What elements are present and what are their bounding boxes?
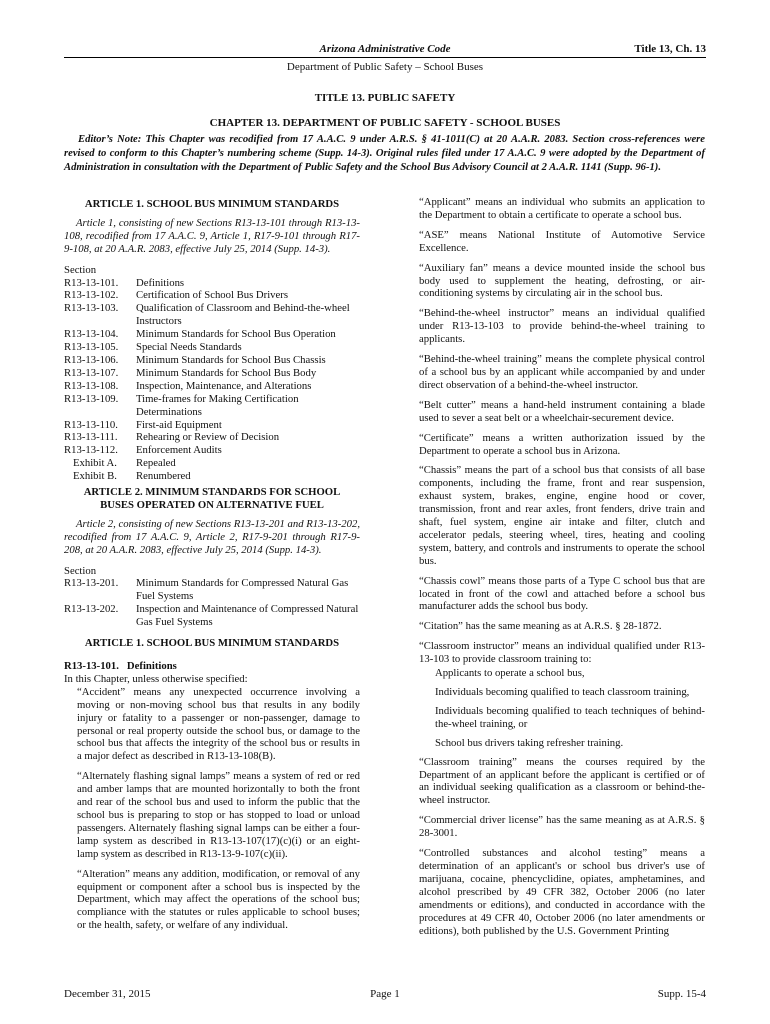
toc-num: Exhibit A.	[73, 457, 117, 470]
footer-page-number: Page 1	[370, 988, 400, 1000]
toc-num: R13-13-202.	[64, 603, 119, 616]
definition-chassis: “Chassis” means the part of a school bus that consists of all base components, including the frame, front and rear suspension, exhaust system, brakes, engine, engine hood or cover, transmission, front and rear axles, front fenders, drive train and shaft, fuel system, engine air intake and filter, clutch and accelerator pedals, steering wheel, tires, heating and cooling system, battery, and controls and instruments to operate the school bus.	[419, 464, 705, 567]
toc-title: Minimum Standards for Compressed Natural Gas Fuel Systems	[136, 577, 349, 603]
article-1-note: Article 1, consisting of new Sections R13-13-101 through R13-13-108, recodified from 17 A.A.C. 9, Article 1, R17-9-101 through R17-9-108, at 20 A.A.R. 2083, effective July 25, 2014 (Supp. 14-3).	[64, 216, 360, 255]
toc-row	[64, 367, 360, 380]
definition-classroom-training: “Classroom training” means the courses required by the Department of an applicant before the applicant is certified or of an individual seeking qualification as a classroom or behind-the-wheel instructor.	[419, 755, 705, 807]
toc-num: R13-13-106.	[64, 353, 119, 366]
footer-date: December 31, 2015	[64, 988, 151, 1000]
toc-num: R13-13-101.	[64, 276, 119, 289]
toc-title: Inspection and Maintenance of Compressed Natural Gas Fuel Systems	[136, 603, 359, 629]
toc-num: R13-13-201.	[64, 577, 119, 590]
toc-num: R13-13-104.	[64, 328, 119, 341]
title-heading: TITLE 13. PUBLIC SAFETY	[314, 92, 456, 104]
toc-num: R13-13-108.	[64, 379, 119, 392]
toc-row	[64, 603, 360, 629]
definition-controlled-substances-testing: “Controlled substances and alcohol testing” means a determination of an applicant's or school bus driver's use of marijuana, cocaine, phencyclidine, opiates, amphetamines, and alcohol prescribed by 49 CFR 382, October 2006 (no later amendments or editions), and conducted in accordance with the procedures at 49 CFR 40, October 2006 (no later amendments or editions), both published by the U.S. Government Printing	[419, 847, 705, 937]
definition-behind-the-wheel-instructor: “Behind-the-wheel instructor” means an individual qualified under R13-13-103 to provide behind-the-wheel training to applicants.	[419, 307, 705, 346]
toc-title: Time-frames for Making Certification Determinations	[136, 392, 299, 418]
toc-title: Minimum Standards for School Bus Operation	[136, 328, 336, 341]
header-rule	[64, 57, 706, 58]
definition-auxiliary-fan: “Auxiliary fan” means a device mounted inside the school bus body used to supplement the heating, defrosting, or air-conditioning systems by circulating air in the school bus.	[419, 261, 705, 300]
toc-row	[64, 341, 360, 354]
definition-classroom-instructor: “Classroom instructor” means an individual qualified under R13-13-103 to provide classroom training to:	[419, 640, 705, 666]
definition-citation: “Citation” has the same meaning as at A.R.S. § 28-1872.	[419, 620, 662, 633]
toc-row	[64, 419, 360, 432]
toc-row	[64, 380, 360, 393]
left-column	[64, 196, 360, 939]
toc-num: R13-13-103.	[64, 302, 119, 315]
toc-title: Minimum Standards for School Bus Body	[136, 366, 317, 379]
footer-supplement: Supp. 15-4	[657, 988, 706, 1000]
toc-title: Repealed	[136, 457, 176, 470]
definition-alteration: “Alteration” means any addition, modification, or removal of any equipment or component after a school bus is inspected by the Department, which may affect the operations of the school bus; compliance with the statutes or rules applicable to school buses; or the health, safety, or welfare of any individual.	[77, 867, 360, 932]
definition-commercial-driver-license: “Commercial driver license” has the same meaning as at A.R.S. § 28-3001.	[419, 814, 705, 840]
classroom-instructor-item: Applicants to operate a school bus,	[435, 667, 585, 680]
toc-title: Renumbered	[136, 470, 191, 483]
definition-certificate: “Certificate” means a written authorization issued by the Department to operate a school bus in Arizona.	[419, 431, 705, 457]
definition-applicant: “Applicant” means an individual who submits an application to the Department to obtain a certificate to operate a school bus.	[419, 196, 705, 221]
toc-row	[64, 470, 360, 483]
article-2-note: Article 2, consisting of new Sections R13-13-201 and R13-13-202, recodified from 17 A.A.C. 9, Article 2, R17-9-201 through R17-9-208, at 20 A.A.R. 2083, effective July 25, 2014 (Supp. 14-3).	[64, 517, 360, 556]
toc-title: Inspection, Maintenance, and Alterations	[136, 379, 312, 392]
toc-title: First-aid Equipment	[136, 418, 222, 431]
rule-heading: R13-13-101. Definitions	[64, 660, 177, 672]
section-label: Section	[64, 263, 97, 276]
toc-row	[64, 354, 360, 367]
section-label: Section	[64, 564, 97, 577]
classroom-instructor-item: Individuals becoming qualified to teach techniques of behind-the-wheel training, or	[435, 704, 705, 730]
toc-title: Enforcement Audits	[136, 444, 222, 457]
toc-title: Minimum Standards for School Bus Chassis	[136, 353, 326, 366]
toc-row	[64, 328, 360, 341]
toc-title: Certification of School Bus Drivers	[136, 289, 288, 302]
toc-row	[64, 431, 360, 444]
toc-num: R13-13-110.	[64, 418, 118, 431]
classroom-instructor-item: School bus drivers taking refresher training.	[435, 736, 624, 749]
article-1-heading: ARTICLE 1. SCHOOL BUS MINIMUM STANDARDS	[84, 198, 340, 210]
toc-row	[64, 577, 360, 603]
toc-num: R13-13-102.	[64, 289, 119, 302]
toc-title: Definitions	[136, 276, 185, 289]
header-department: Department of Public Safety – School Buses	[286, 61, 484, 73]
definition-chassis-cowl: “Chassis cowl” means those parts of a Type C school bus that are located in front of the cowl and attached before a school bus manufacturer adds the school bus body.	[419, 574, 705, 613]
classroom-instructor-item: Individuals becoming qualified to teach classroom training,	[435, 686, 690, 698]
editors-note: Editor’s Note: This Chapter was recodified from 17 A.A.C. 9 under A.R.S. § 41-1011(C) at 20 A.A.R. 2083. Section cross-references were revised to conform to this Chapter’s numbering scheme (Supp. 14-3). Original rules filed under 17 A.A.C. 9 were adopted by the Department of Administration in consultation with the Department of Public Safety and the School Bus Advisory Council at 2 A.A.R. 1141 (Supp. 96-1).	[64, 134, 705, 174]
toc-row	[64, 444, 360, 457]
rule-intro: In this Chapter, unless otherwise specified:	[64, 672, 248, 685]
article-2-heading-line-2: BUSES OPERATED ON ALTERNATIVE FUEL	[100, 498, 324, 511]
toc-num: R13-13-107.	[64, 366, 119, 379]
toc-row	[64, 289, 360, 302]
toc-row	[64, 302, 360, 328]
definition-alternately-flashing-signal-lamps: “Alternately flashing signal lamps” means a system of red or red and amber lamps that are mounted horizontally to both the front and rear of the school bus and used to inform the public that the school bus is preparing to stop or has stopped to load or unload passengers. Alternately flashing signal lamps can be either a four-lamp system as described in R13-13-107(17)(c)(i) or an eight-lamp system as described in R13-13-9-107(c)(ii).	[77, 770, 360, 860]
article-2-heading-line-1: ARTICLE 2. MINIMUM STANDARDS FOR SCHOOL	[83, 486, 341, 499]
toc-num: R13-13-112.	[64, 444, 118, 457]
toc-num: R13-13-111.	[64, 431, 118, 444]
definition-accident: “Accident” means any unexpected occurrence involving a moving or non-moving school bus that results in any bodily injury or fatality to a passenger or non-passenger, damage to personal or real property outside the school bus, or damage to the school bus that affects the integrity of the school bus or results in a major defect as described in R13-13-108(B).	[77, 685, 360, 763]
toc-num: R13-13-109.	[64, 392, 119, 405]
chapter-heading: CHAPTER 13. DEPARTMENT OF PUBLIC SAFETY - SCHOOL BUSES	[209, 117, 561, 129]
article-2-toc	[64, 577, 360, 629]
article-1-heading-repeat: ARTICLE 1. SCHOOL BUS MINIMUM STANDARDS	[84, 637, 340, 650]
definition-belt-cutter: “Belt cutter” means a hand-held instrument containing a blade used to sever a seat belt or a wheelchair-securement device.	[419, 398, 705, 424]
toc-title: Rehearing or Review of Decision	[136, 431, 280, 444]
article-1-toc	[64, 277, 360, 484]
definition-behind-the-wheel-training: “Behind-the-wheel training” means the complete physical control of a school bus by an applicant while accompanied by and under direct observation of a behind-the-wheel instructor.	[419, 353, 705, 391]
header-title-chapter: Title 13, Ch. 13	[634, 43, 706, 55]
toc-row	[64, 393, 360, 419]
toc-title: Qualification of Classroom and Behind-the-wheel Instructors	[136, 302, 350, 328]
toc-row	[64, 277, 360, 290]
header-code-title: Arizona Administrative Code	[319, 43, 451, 55]
toc-num: R13-13-105.	[64, 341, 119, 354]
right-column	[419, 196, 705, 944]
toc-row	[64, 457, 360, 470]
toc-num: Exhibit B.	[73, 470, 117, 483]
toc-title: Special Needs Standards	[136, 341, 242, 354]
definition-ase: “ASE” means National Institute of Automotive Service Excellence.	[419, 228, 705, 254]
